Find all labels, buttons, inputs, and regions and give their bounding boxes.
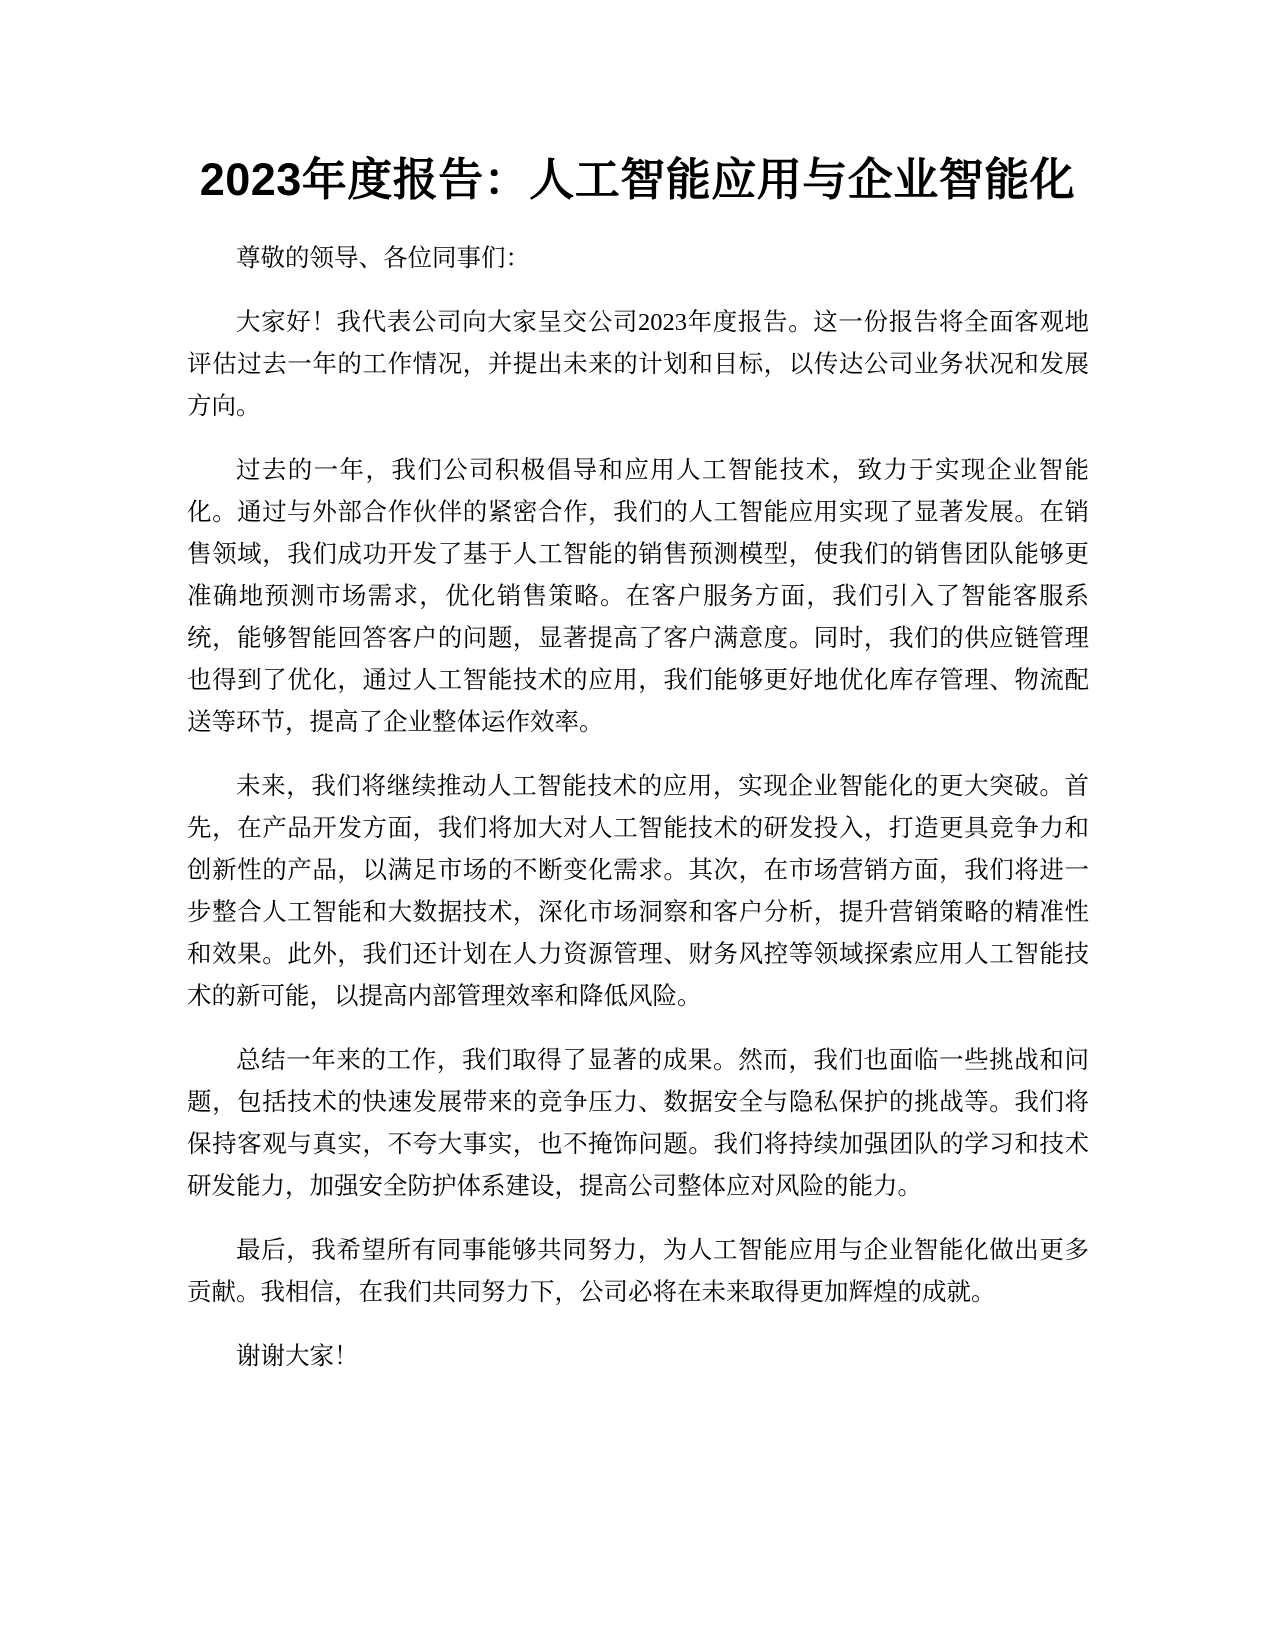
thanks-paragraph: 谢谢大家！ [236, 1343, 359, 1370]
summary-paragraph: 总结一年来的工作，我们取得了显著的成果。然而，我们也面临一些挑战和问题，包括技术的快速发展带来的竞争压力、数据安全与隐私保护的挑战等。我们将保持客观与真实，不夸大事实，也不掩饰问题。我们将持续加强团队的学习和技术研发能力，加强安全防护体系建设，提高公司整体应对风险的能力。 [187, 1047, 1089, 1200]
document-title: 2023年度报告：人工智能应用与企业智能化 [199, 154, 1076, 205]
past-year-paragraph: 过去的一年，我们公司积极倡导和应用人工智能技术，致力于实现企业智能化。通过与外部合作伙伴的紧密合作，我们的人工智能应用实现了显著发展。在销售领域，我们成功开发了基于人工智能的销售预测模型，使我们的销售团队能够更准确地预测市场需求，优化销售策略。在客户服务方面，我们引入了智能客服系统，能够智能回答客户的问题，显著提高了客户满意度。同时，我们的供应链管理也得到了优化，通过人工智能技术的应用，我们能够更好地优化库存管理、物流配送等环节，提高了企业整体运作效率。 [187, 457, 1089, 736]
document-body [187, 238, 1089, 1400]
salutation-paragraph: 尊敬的领导、各位同事们： [236, 245, 530, 272]
closing-paragraph: 最后，我希望所有同事能够共同努力，为人工智能应用与企业智能化做出更多贡献。我相信，在我们共同努力下，公司必将在未来取得更加辉煌的成就。 [187, 1237, 1089, 1306]
intro-paragraph: 大家好！我代表公司向大家呈交公司2023年度报告。这一份报告将全面客观地评估过去一年的工作情况，并提出未来的计划和目标，以传达公司业务状况和发展方向。 [187, 309, 1089, 420]
future-plan-paragraph: 未来，我们将继续推动人工智能技术的应用，实现企业智能化的更大突破。首先，在产品开发方面，我们将加大对人工智能技术的研发投入，打造更具竞争力和创新性的产品，以满足市场的不断变化需求。其次，在市场营销方面，我们将进一步整合人工智能和大数据技术，深化市场洞察和客户分析，提升营销策略的精准性和效果。此外，我们还计划在人力资源管理、财务风控等领域探索应用人工智能技术的新可能，以提高内部管理效率和降低风险。 [187, 773, 1089, 1010]
